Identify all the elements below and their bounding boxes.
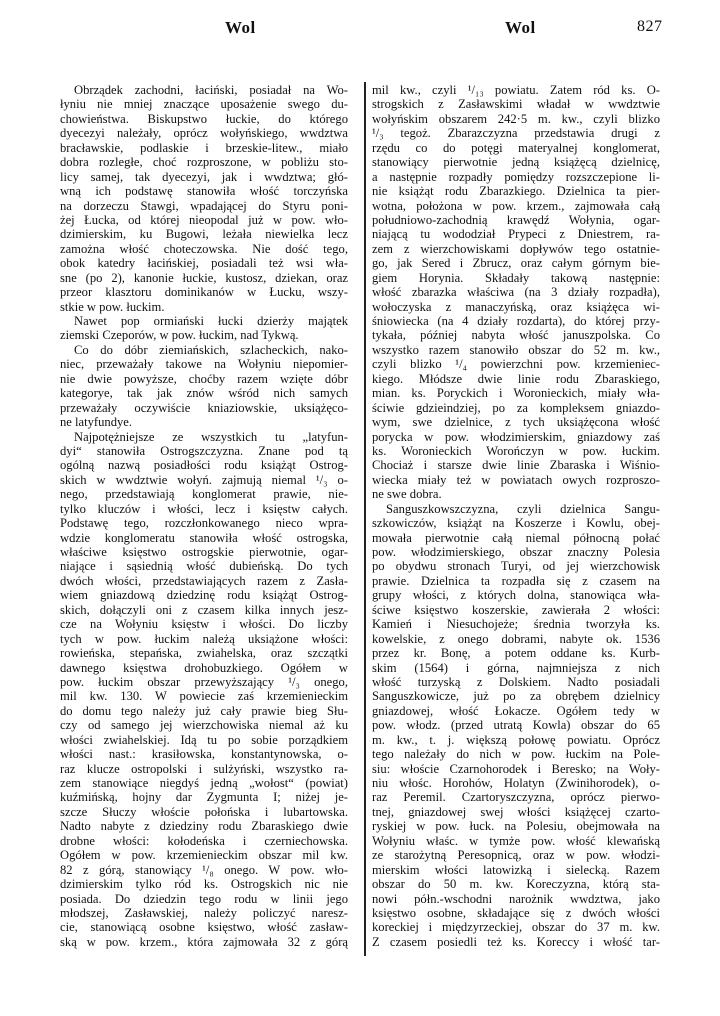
text-line: Nadto nabyte z dziedziny rodu Zbaraskiego dwie	[60, 819, 348, 834]
text-line: młodszej, Zasławskiej, należy policzyć naresz-	[60, 905, 348, 920]
text-line: Obrządek zachodni, łaciński, posiadał na Wo-	[74, 83, 348, 97]
text-line: Sanguszkowicze, już po za obrębem dzielnicy	[372, 689, 660, 704]
text-line: mowała pierwotnie całą niemal północną połać	[372, 530, 660, 545]
text-line: skim (1564) i górna, najmniejsza z nich	[372, 660, 660, 675]
text-line: Chociaż i starsze dwie linie Zbaraska i Wiśnio-	[372, 458, 660, 473]
text-line: wołyńskim obszarem 242·5 m. kw., czyli blizko	[372, 111, 660, 126]
text-line: łyniu nie mniej znaczące uposażenie swego du-	[60, 97, 348, 112]
text-line: niające i sąsiednią włość dubieńską. Do tych	[60, 559, 348, 574]
text-line: sne (po 2), kanonie łuckie, kustosz, dziekan, oraz	[60, 270, 348, 285]
text-line: dyecezyi należały, oprócz wołyńskiego, wwdztwa	[60, 126, 348, 141]
text-line: dzimierskim, ku Bugowi, leżała niewielka lecz	[60, 227, 348, 242]
text-line: siu: włoście Czarnohorodek i Beresko; na Woły-	[372, 761, 660, 776]
running-header-right: Wol	[505, 18, 536, 37]
text-line: nowi półn.-wschodni narożnik wwdztwa, jako	[372, 891, 660, 906]
text-line: kowelskie, z onego dobrami, nabyte ok. 1536	[372, 631, 660, 646]
text-line: południowo-zachodnią krawędź Wołynia, ogar-	[372, 212, 660, 227]
text-line: porycka w pow. włodzimierskim, gniazdowy zaś	[372, 429, 660, 444]
text-line: śniowiecka (na 4 działy rozdarta), do której przy-	[372, 314, 660, 328]
text-line: dobra rozległe, choć rozproszone, w pobliżu sto-	[60, 155, 348, 170]
text-line: ne swe dobra.	[372, 487, 442, 502]
text-line: bracławskie, podlaskie i brzeskie-litew., miało	[60, 140, 348, 155]
text-line: nie dwie powyższe, choćby razem wzięte dóbr	[60, 371, 348, 386]
text-line: wiem gniazdową dziedzinę rodu książąt Ostrog-	[60, 588, 348, 603]
text-line: skich w wwdztwie wołyń. zajmują niemal ¹/₃ o-	[60, 472, 348, 487]
text-line: Wołyniu właśc. w tymże pow. włość klewańską	[372, 833, 660, 848]
text-line: stanowiący pierwotnie jedną książęcą dzielnicę,	[372, 155, 660, 170]
text-line: prawie. Dzielnica ta rozpadła się z czasem na	[372, 573, 660, 588]
text-line: pow. włodz. (przed utratą Kowla) obszar do 65	[372, 718, 660, 733]
text-line: wym, swe dzielnice, z tych uksiążęcona włość	[372, 415, 660, 430]
text-column-left	[60, 83, 348, 949]
text-line: szkowiczów, książąt na Koszerze i Kowlu, obej-	[372, 516, 660, 531]
text-line: włość zbarazka właściwa (na 3 działy rozpadła),	[372, 285, 660, 300]
text-line: go, jak Sered i Zbrucz, oraz całym górnym bie-	[372, 256, 660, 271]
text-line: ściwie gdzieindziej, po za kompleksem gniazdo-	[372, 400, 660, 415]
text-line: niającą tu wododział Prypeci z Dniestrem, ra-	[372, 227, 660, 242]
text-line: wotna, położona w pow. krzem., zajmowała całą	[372, 198, 660, 213]
text-line: szcze Słuczy włoście połońska i lubartowska.	[60, 804, 348, 819]
text-line: tnej, gniazdowej swej włości książęcej czarto-	[372, 804, 660, 819]
text-line: mil kw., czyli ¹/₁₃ powiatu. Zatem ród ks. O-	[372, 83, 660, 97]
text-line: nie książąt rodu Zbarazkiego. Dzielnica ta pier-	[372, 184, 660, 199]
text-line: włości zwiahelskiej. Idą tu po sobie porządkiem	[60, 732, 348, 747]
text-line: cie, stanowiącą osobne księstwo, włość zasław-	[60, 920, 348, 935]
text-line: tych w pow. łuckim należą uksiążone włości:	[60, 631, 348, 646]
text-line: wiecka miały też w powiatach owych rozproszo-	[372, 472, 660, 487]
text-line: grupy włości, z których dolna, stanowiąca wła-	[372, 588, 660, 603]
text-line: na dorzeczu Stawgi, wpadającej do Styru poni-	[60, 198, 348, 213]
text-line: ogólną nazwą posiadłości rodu książąt Ostrog-	[60, 458, 348, 473]
text-line: właściwe księstwo ostrogskie pierwotnie, ogar-	[60, 545, 348, 559]
text-line: posiada. Do dziedzin tego rodu w linii jego	[60, 891, 348, 906]
text-line: włości nast.: krasiłowska, konstantynowska, o-	[60, 747, 348, 762]
text-line: dwóch włości, przedstawiających razem z Zasła-	[60, 573, 348, 588]
text-line: włość turzyską z Dolskiem. Nadto posiadali	[372, 674, 660, 689]
text-line: raz klucze ostropolski i sulżyński, wszystko ra-	[60, 761, 348, 776]
text-line: ne latyfundye.	[60, 415, 133, 430]
text-line: giem Horynia. Składały takową następnie:	[372, 270, 660, 285]
text-line: ryskiej w pow. łuck. na Polesiu, obejmowała na	[372, 819, 660, 834]
text-line: mian. ks. Poryckich i Woronieckich, miały wła-	[372, 386, 660, 401]
text-line: Nawet pop ormiański łucki dzierży majątek	[74, 314, 348, 328]
text-line: zem stanowiące niegdyś jedną „wołost“ (powiat)	[60, 776, 348, 790]
text-line: wszystko razem stanowiło obszar do 52 m. kw.,	[372, 342, 660, 357]
page-number: 827	[637, 18, 663, 35]
column-divider	[364, 82, 366, 956]
text-line: Najpotężniejsze ze wszystkich tu „latyfun-	[74, 429, 348, 444]
text-line: drobne włości: kołodeńska i czerniechowska.	[60, 833, 348, 848]
text-line: licy samej, tak dyecezyi, jak i wwdztwa; głó-	[60, 169, 348, 184]
text-line: dyi“ stanowiła Ostrogszczyzna. Znane pod tą	[60, 443, 348, 458]
text-line: cze na Wołyniu księstw i włości. Do liczby	[60, 617, 348, 632]
text-line: zamożna włość choteczowska. Nie dość tego,	[60, 241, 348, 256]
text-line: ściwe księstwo koszerskie, zawierała 2 włości:	[372, 602, 660, 617]
text-line: przez kr. Bonę, a potem oddane ks. Kurb-	[372, 646, 660, 661]
text-line: raz Peremil. Czartoryszczyzna, oprócz pierwo-	[372, 790, 660, 805]
text-line: rzędu co do potęgi materyalnej konglomerat,	[372, 140, 660, 155]
text-line: Co do dóbr ziemiańskich, szlacheckich, nako-	[74, 342, 348, 357]
text-line: a następnie rozpadły pomiędzy rozszczepione li-	[372, 169, 660, 184]
text-line: nego, przedstawiają konglomerat prawie, nie-	[60, 487, 348, 502]
text-line: do domu tego należy już cały prawie bieg Słu-	[60, 703, 348, 718]
text-line: strogskich z Zasławskimi władał w wwdztwie	[372, 97, 660, 112]
text-line: tego należały do nich w pow. łuckim na Pole-	[372, 747, 660, 762]
text-line: księstwo osobne, składające się z dwóch włości	[372, 905, 660, 920]
text-line: dawnego księstwa drohobuzkiego. Ogółem w	[60, 660, 348, 675]
text-line: gniazdowej, włość Łokacze. Ogółem tedy w	[372, 703, 660, 718]
text-line: Z czasem posiedli też ks. Koreccy i włość tar-	[372, 934, 660, 949]
text-line: Kamień i Niesuchojeże; średnia tworzyła ks.	[372, 617, 660, 632]
text-line: mierskim włości latowizką i sielecką. Razem	[372, 862, 660, 877]
text-line: tylko kluczów i włości, lecz i księstw całych.	[60, 501, 348, 516]
text-line: kategorye, tak jak znów wśród nich samych	[60, 386, 348, 401]
text-line: kiego. Młódsze dwie linie rodu Zbaraskiego,	[372, 371, 660, 386]
text-line: wołoczyska z manaczyńską, oraz książęca wi-	[372, 299, 660, 314]
text-line: m. kw., t. j. większą połowę powiatu. Oprócz	[372, 732, 660, 747]
text-line: ze starożytną Peresopnicą, oraz w pow. włodzi-	[372, 848, 660, 863]
text-line: dzimierskim tylko ród ks. Ostrogskich nic nie	[60, 877, 348, 892]
text-line: wną ich podstawę stanowiła włość torczyńska	[60, 184, 348, 199]
text-line: mil kw. 130. W powiecie zaś krzemienieckim	[60, 689, 348, 704]
text-line: po obydwu stronach Turyi, od jej wierzchowisk	[372, 559, 660, 574]
text-line: ¹/₃ tegoż. Zbarazczyzna przedstawia drugi z	[372, 126, 660, 141]
text-line: niec, przeważały takowe na Wołyniu niepomier-	[60, 357, 348, 372]
text-line: chowieństwa. Biskupstwo łuckie, do którego	[60, 111, 348, 126]
text-line: czyli blizko ¹/₄ powierzchni pow. krzemieniec-	[372, 357, 660, 372]
text-line: obszar do 50 m. kw. Koreczyzna, którą sta-	[372, 877, 660, 892]
text-line: stkie w pow. łuckim.	[60, 299, 165, 314]
text-line: czy od samego jej wierzchowiska niemal aż ku	[60, 718, 348, 733]
text-line: skich, dołączyli oni z czasem kilka innych jesz-	[60, 602, 348, 617]
text-line: Ogółem w pow. krzemienieckim obszar mil kw.	[60, 848, 348, 863]
text-line: pow. łuckim obszar przewyższający ¹/₃ onego,	[60, 674, 348, 689]
text-line: obok katedry łacińskiej, posiadali też wsi wła-	[60, 256, 348, 271]
text-line: zem z wierzchowiskami dopływów tego ostatnie-	[372, 241, 660, 256]
text-line: Podstawę tego, rozczłonkowanego nieco wpra-	[60, 516, 348, 531]
text-line: Sanguszkowszczyzna, czyli dzielnica Sangu-	[386, 501, 660, 516]
text-line: niu włośc. Horohów, Holatyn (Zwinihorodek), o-	[372, 776, 660, 790]
text-line: ks. Woronieckich Worończyn w pow. łuckim.	[372, 443, 660, 458]
text-line: kuźmińską, hojny dar Zygmunta I; niżej je-	[60, 790, 348, 805]
text-line: wdzie konglomeratu stanowiła włość ostrogska,	[60, 530, 348, 545]
text-line: ską w pow. krzem., która zajmowała 32 z górą	[60, 934, 348, 949]
text-line: koreckiej i międzyrzeckiej, obszar do 37 m. kw.	[372, 920, 660, 935]
text-line: przeważały oczywiście kniaziowskie, uksiążęco-	[60, 400, 348, 415]
text-line: tykała, później nabyta włość januszpolska. Co	[372, 328, 660, 343]
text-column-right	[372, 83, 660, 949]
text-line: żej Łucka, od której nieopodal już w pow. wło-	[60, 212, 348, 227]
text-line: pow. włodzimierskiego, obszar znaczny Polesia	[372, 545, 660, 559]
text-line: 82 z górą, stanowiący ¹/₈ onego. W pow. wło-	[60, 862, 348, 877]
text-line: przeor klasztoru dominikanów w Łucku, wszy-	[60, 285, 348, 300]
running-header-left: Wol	[225, 18, 256, 37]
text-line: rowieńska, stepańska, zwiahelska, oraz szczątki	[60, 646, 348, 661]
text-line: ziemski Czeporów, w pow. łuckim, nad Tykwą.	[60, 328, 299, 343]
